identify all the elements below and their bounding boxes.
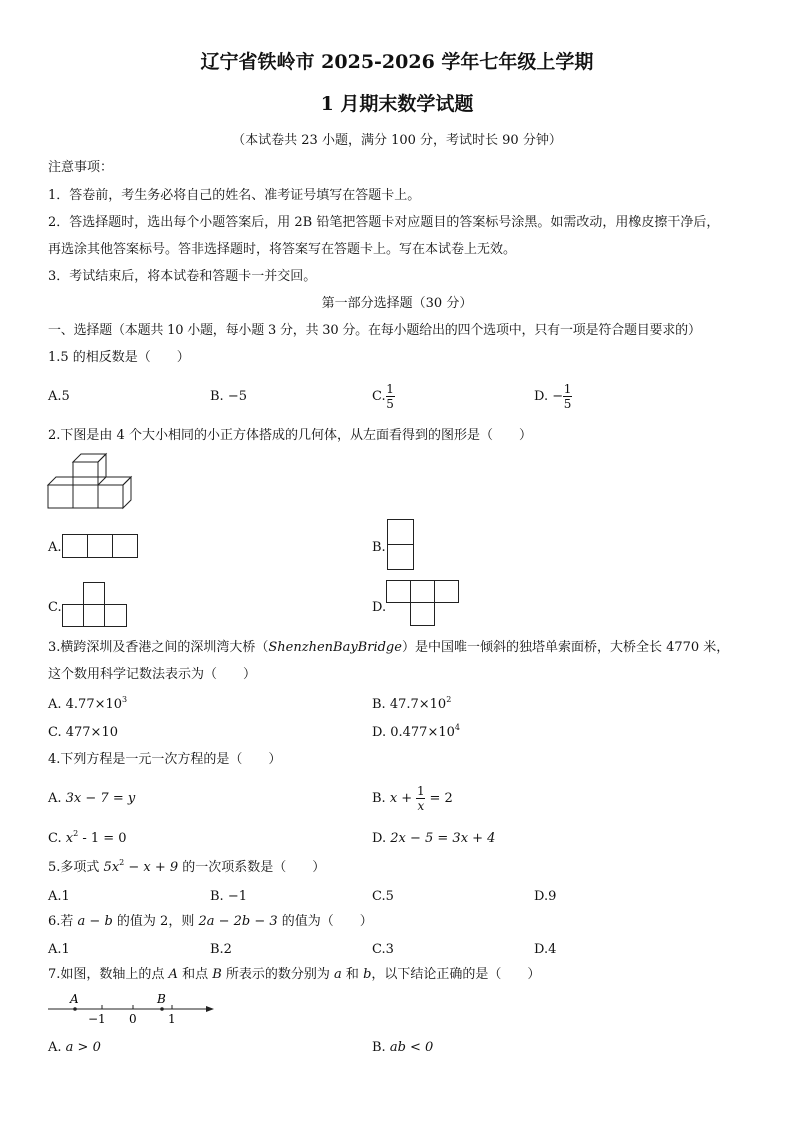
- q3-option-d: D. $0.477\times 10^4$: [372, 723, 460, 740]
- q3-stem-line1: 3.横跨深圳及香港之间的深圳湾大桥（ShenzhenBayBridge）是中国唯一倾斜的独塔单索面桥，大桥全长 4770 米，: [48, 640, 730, 655]
- notes-heading: 注意事项：: [48, 160, 114, 175]
- q2-option-c: C.: [48, 600, 62, 615]
- note-2a: 2．答选择题时，选出每个小题答案后，用 2B 铅笔把答题卡对应题目的答案标号涂黑。如需改动，用橡皮擦干净后，: [48, 215, 720, 230]
- point-a-label: A: [70, 992, 79, 1006]
- q2-stem: 2.下图是由 4 个大小相同的小正方体搭成的几何体，从左面看得到的图形是（ ）: [48, 428, 532, 443]
- q4-option-d: D. 2x − 5 = 3x + 4: [372, 831, 496, 846]
- q2-option-c-figure: [62, 582, 132, 628]
- q3-stem-line2: 这个数用科学记数法表示为（ ）: [48, 667, 257, 682]
- q3-option-c: C. 477×10: [48, 725, 118, 740]
- note-3: 3．考试结束后，将本试卷和答题卡一并交回。: [48, 269, 317, 284]
- note-2b: 再选涂其他答案标号。答非选择题时，将答案写在答题卡上。写在本试卷上无效。: [48, 242, 517, 257]
- q4-option-b: B. x + $\frac{1}{x}$ = 2: [372, 784, 453, 813]
- q5-option-c: C.5: [372, 889, 394, 904]
- q5-stem: 5.多项式 $5x^2 - x + 9$ 的一次项系数是（ ）: [48, 858, 326, 875]
- q1-option-c: C. $\frac{1}{5}$: [372, 382, 394, 411]
- q6-option-d: D.4: [534, 942, 557, 957]
- part1-heading: 第一部分选择题（30 分）: [321, 296, 473, 311]
- point-a-dot: [73, 1007, 77, 1011]
- q6-option-c: C.3: [372, 942, 394, 957]
- q2-option-a-figure: [62, 534, 142, 560]
- q7-stem: 7.如图，数轴上的点 A 和点 B 所表示的数分别为 a 和 b，以下结论正确的是（ ）: [48, 967, 541, 982]
- q5-option-b: B. −1: [210, 889, 247, 904]
- section-heading: 一、选择题（本题共 10 小题，每小题 3 分，共 30 分。在每小题给出的四个选项中，只有一项是符合题目要求的）: [48, 323, 701, 338]
- tick-label-m1: −1: [88, 1012, 106, 1026]
- tick-label-0: 0: [129, 1012, 137, 1026]
- page-subtitle-title: 1 月期末数学试题: [320, 93, 474, 115]
- point-b-dot: [160, 1007, 164, 1011]
- q1-stem: 1.5 的相反数是（ ）: [48, 350, 190, 365]
- q2-solid-figure: [48, 452, 138, 512]
- q6-stem: 6.若 a − b 的值为 2，则 2a − 2b − 3 的值为（ ）: [48, 914, 373, 929]
- q2-option-b-figure: [387, 519, 417, 571]
- q7-option-b: B. ab < 0: [372, 1040, 434, 1055]
- q3-option-b: B. $47.7\times 10^2$: [372, 695, 452, 712]
- q2-option-d-figure: [386, 580, 460, 628]
- q6-option-a: A.1: [48, 942, 70, 957]
- q2-option-a: A.: [48, 540, 62, 555]
- page-title: 辽宁省铁岭市 2025-2026 学年七年级上学期: [200, 51, 594, 73]
- tick-label-1: 1: [168, 1012, 176, 1026]
- q4-stem: 4.下列方程是一元一次方程的是（ ）: [48, 752, 282, 767]
- point-b-label: B: [157, 992, 166, 1006]
- note-1: 1．答卷前，考生务必将自己的姓名、准考证号填写在答题卡上。: [48, 188, 421, 203]
- q3-option-a: A. $4.77\times 10^3$: [48, 695, 128, 712]
- number-line-arrow: [206, 1006, 214, 1012]
- q1-option-b: B. −5: [210, 389, 247, 404]
- q6-option-b: B.2: [210, 942, 232, 957]
- exam-info: （本试卷共 23 小题，满分 100 分，考试时长 90 分钟）: [232, 133, 562, 148]
- q4-option-c: C. $x^2 - 1 = 0$: [48, 829, 127, 846]
- q4-option-a: A. 3x − 7 = y: [48, 791, 136, 806]
- q7-number-line: [46, 990, 221, 1026]
- q1-option-d: D. − $\frac{1}{5}$: [534, 382, 572, 411]
- q2-option-b: B.: [372, 540, 386, 555]
- q2-option-d: D.: [372, 600, 387, 615]
- q1-option-a: A.5: [48, 389, 70, 404]
- q5-option-d: D.9: [534, 889, 557, 904]
- q5-option-a: A.1: [48, 889, 70, 904]
- q7-option-a: A. a > 0: [48, 1040, 101, 1055]
